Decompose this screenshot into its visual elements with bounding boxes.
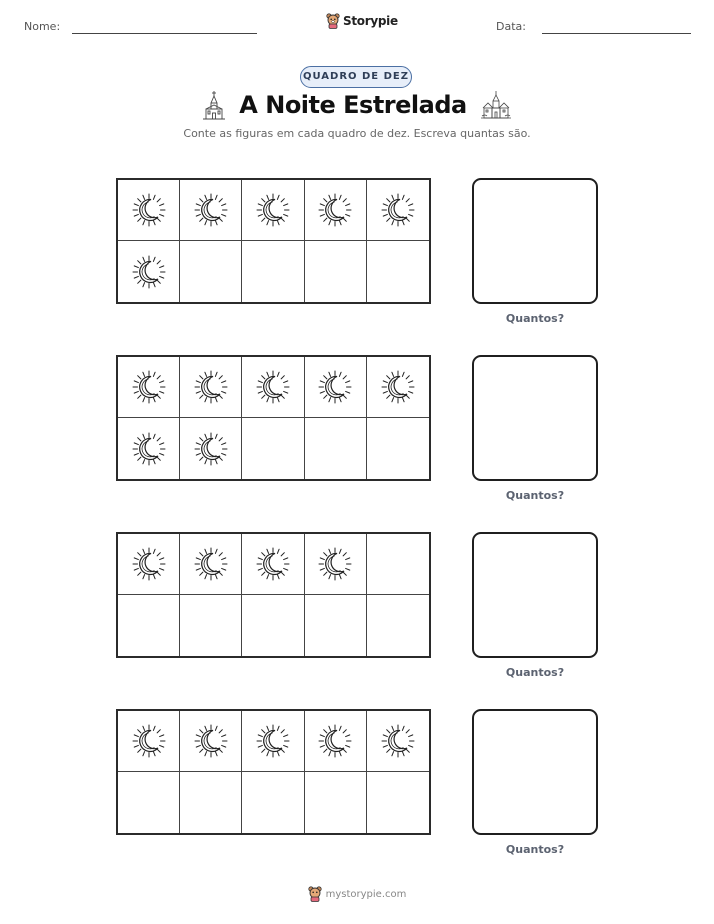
frame-cell xyxy=(180,241,242,302)
crescent-moon-sun-icon xyxy=(255,546,291,582)
crescent-moon-sun-icon xyxy=(131,254,167,290)
bear-icon xyxy=(326,13,340,29)
crescent-moon-sun-icon xyxy=(131,723,167,759)
crescent-moon-sun-icon xyxy=(255,723,291,759)
crescent-moon-sun-icon xyxy=(193,546,229,582)
frame-cell xyxy=(180,357,242,418)
answer-box-4[interactable] xyxy=(472,709,598,835)
frame-cell xyxy=(118,180,180,241)
brand-logo xyxy=(326,13,398,29)
ten-frame-2 xyxy=(116,355,431,481)
frame-cell xyxy=(305,241,367,302)
crescent-moon-sun-icon xyxy=(131,546,167,582)
frame-cell xyxy=(180,180,242,241)
crescent-moon-sun-icon xyxy=(255,369,291,405)
crescent-moon-sun-icon xyxy=(193,723,229,759)
frame-cell xyxy=(367,180,429,241)
frame-cell xyxy=(242,772,304,833)
crescent-moon-sun-icon xyxy=(380,192,416,228)
instructions: Conte as figuras em cada quadro de dez. Escreva quantas são. xyxy=(183,127,531,140)
ten-frame-4 xyxy=(116,709,431,835)
crescent-moon-sun-icon xyxy=(380,723,416,759)
frame-cell xyxy=(118,418,180,479)
frame-cell xyxy=(180,772,242,833)
frame-cell xyxy=(118,357,180,418)
crescent-moon-sun-icon xyxy=(131,431,167,467)
crescent-moon-sun-icon xyxy=(131,192,167,228)
frame-cell xyxy=(118,241,180,302)
frame-cell xyxy=(367,772,429,833)
frame-cell xyxy=(118,595,180,656)
footer xyxy=(0,886,714,902)
frame-cell xyxy=(305,534,367,595)
frame-cell xyxy=(180,418,242,479)
answer-box-1[interactable] xyxy=(472,178,598,304)
crescent-moon-sun-icon xyxy=(131,369,167,405)
answer-label-4: Quantos? xyxy=(505,843,565,856)
frame-cell xyxy=(180,595,242,656)
crescent-moon-sun-icon xyxy=(317,192,353,228)
frame-cell xyxy=(305,418,367,479)
frame-cell xyxy=(367,534,429,595)
frame-cell xyxy=(242,357,304,418)
answer-label-1: Quantos? xyxy=(505,312,565,325)
frame-cell xyxy=(367,241,429,302)
ten-frame-1 xyxy=(116,178,431,304)
crescent-moon-sun-icon xyxy=(380,369,416,405)
ten-frame-3 xyxy=(116,532,431,658)
crescent-moon-sun-icon xyxy=(317,546,353,582)
frame-cell xyxy=(242,180,304,241)
crescent-moon-sun-icon xyxy=(317,369,353,405)
church-icon xyxy=(203,90,225,120)
frame-cell xyxy=(242,241,304,302)
bear-icon xyxy=(308,886,322,902)
frame-cell xyxy=(305,595,367,656)
worksheet-badge: QUADRO DE DEZ xyxy=(300,66,412,88)
frame-cell xyxy=(242,711,304,772)
frame-cell xyxy=(118,534,180,595)
frame-cell xyxy=(367,711,429,772)
answer-box-3[interactable] xyxy=(472,532,598,658)
answer-label-3: Quantos? xyxy=(505,666,565,679)
frame-cell xyxy=(118,772,180,833)
frame-cell xyxy=(367,418,429,479)
page-title: A Noite Estrelada xyxy=(239,91,467,119)
title-row xyxy=(0,90,714,120)
crescent-moon-sun-icon xyxy=(317,723,353,759)
frame-cell xyxy=(242,534,304,595)
frame-cell xyxy=(367,357,429,418)
frame-cell xyxy=(305,772,367,833)
answer-label-2: Quantos? xyxy=(505,489,565,502)
frame-cell xyxy=(180,534,242,595)
crescent-moon-sun-icon xyxy=(255,192,291,228)
crescent-moon-sun-icon xyxy=(193,192,229,228)
brand-name: Storypie xyxy=(343,14,398,28)
frame-cell xyxy=(305,711,367,772)
name-label: Nome: xyxy=(24,20,61,33)
crescent-moon-sun-icon xyxy=(193,369,229,405)
frame-cell xyxy=(180,711,242,772)
name-line[interactable] xyxy=(72,33,257,34)
date-label: Data: xyxy=(496,20,526,33)
answer-box-2[interactable] xyxy=(472,355,598,481)
frame-cell xyxy=(367,595,429,656)
frame-cell xyxy=(305,180,367,241)
frame-cell xyxy=(242,418,304,479)
crescent-moon-sun-icon xyxy=(193,431,229,467)
frame-cell xyxy=(305,357,367,418)
frame-cell xyxy=(242,595,304,656)
village-icon xyxy=(481,90,511,120)
footer-url: mystorypie.com xyxy=(325,888,407,900)
date-line[interactable] xyxy=(542,33,691,34)
frame-cell xyxy=(118,711,180,772)
